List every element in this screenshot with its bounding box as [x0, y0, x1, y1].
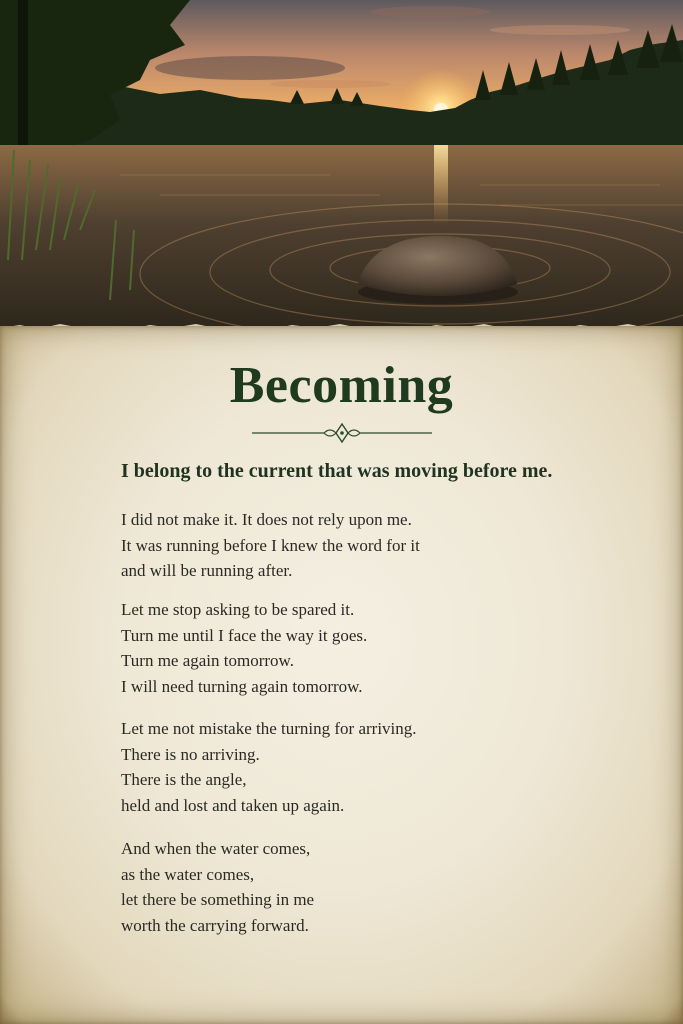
stanza-1	[121, 507, 641, 584]
lake-sunset-illustration	[0, 0, 683, 340]
poem-line: It was running before I knew the word for it	[121, 535, 420, 555]
poem-line: as the water comes,	[121, 864, 255, 884]
poem-line: Let me not mistake the turning for arriving.	[121, 719, 417, 738]
poem-lead-line: I belong to the current that was moving before me.	[121, 460, 553, 482]
poem-line: let there be something in me	[121, 890, 315, 909]
poem-line: I will need turning again tomorrow.	[121, 676, 363, 696]
stanza-4	[121, 836, 641, 938]
stanza-3	[121, 716, 641, 818]
cloud	[155, 56, 345, 80]
poem-line: And when the water comes,	[121, 839, 311, 858]
poem-line: Turn me again tomorrow.	[121, 651, 294, 670]
poem-line: and will be running after.	[121, 561, 293, 580]
sun-reflection	[434, 145, 448, 225]
poem-line: Turn me until I face the way it goes.	[121, 625, 368, 645]
poem-line: There is the angle,	[121, 770, 247, 789]
poem-title: Becoming	[229, 357, 454, 414]
poem-line: Let me stop asking to be spared it.	[121, 600, 355, 619]
poem-line: I did not make it. It does not rely upon me.	[121, 510, 412, 529]
header-photo	[0, 0, 683, 340]
cloud	[490, 25, 630, 35]
poem-line: There is no arriving.	[121, 744, 260, 764]
cloud	[270, 80, 390, 88]
cloud	[370, 6, 490, 18]
lake-water	[0, 145, 683, 340]
poem-line: held and lost and taken up again.	[121, 795, 345, 815]
flourish-divider-icon	[252, 422, 432, 444]
poem-line: worth the carrying forward.	[121, 915, 309, 935]
stanza-2	[121, 597, 641, 699]
